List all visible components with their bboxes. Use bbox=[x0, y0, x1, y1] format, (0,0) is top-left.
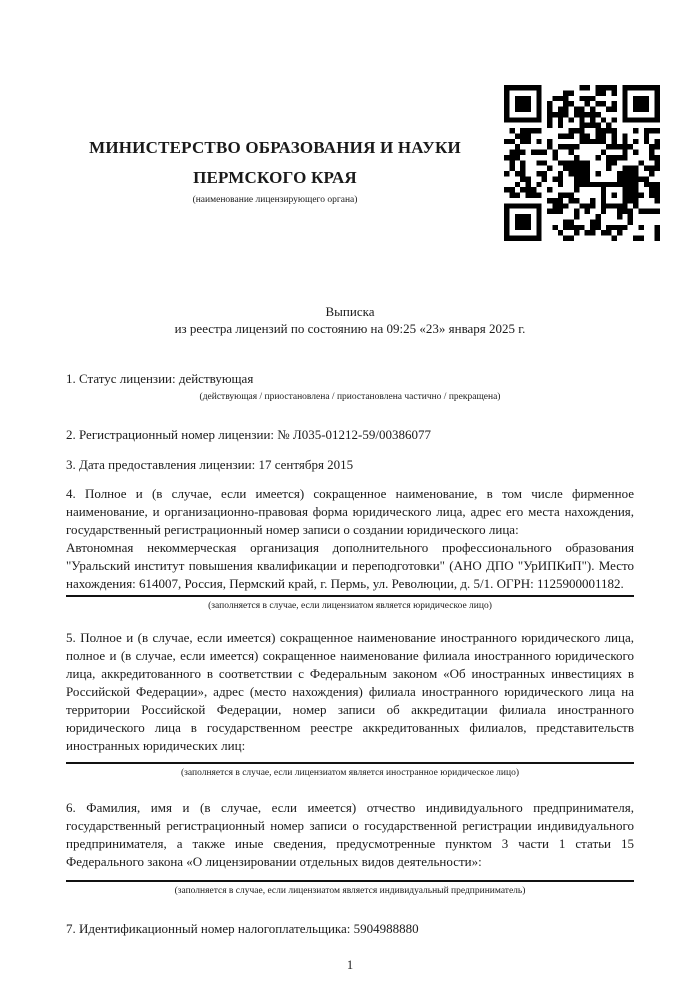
field-legal-entity-value: Автономная некоммерческая организация дополнительного профессионального образования "Уральский институт повышения квалификации и переподготовки" (АНО ДПО "УрИПКиП"). Место нахождения: 614007, Россия, Пермский край, г. Пермь, ул. Революции, д. 5/1. ОГРН: 1125900001182. bbox=[66, 540, 634, 591]
document-title bbox=[66, 303, 634, 337]
divider-foreign-entity bbox=[66, 762, 634, 764]
field-license-status: 1. Статус лицензии: действующая bbox=[66, 371, 254, 386]
qr-code-icon bbox=[504, 85, 660, 241]
divider-individual-entrepreneur bbox=[66, 880, 634, 882]
field-individual-entrepreneur-caption: (заполняется в случае, если лицензиатом является индивидуальный предприниматель) bbox=[174, 886, 526, 896]
field-foreign-entity-caption: (заполняется в случае, если лицензиатом является иностранное юридическое лицо) bbox=[181, 768, 519, 778]
document-body bbox=[0, 303, 700, 973]
field-foreign-entity-label: 5. Полное и (в случае, если имеется) сокращенное наименование иностранного юридического лица, полное и (в случае, если имеется) сокращенное наименование филиала иностранного юридического лица, аккредитованного в соответствии с Федеральным законом «Об иностранных инвестициях в Российской Федерации», адрес (место нахождения) филиала иностранного юридического лица на территории Российской Федерации, номер записи об аккредитации филиала иностранного юридического лица в государственном реестре аккредитованных филиалов, представительств иностранных юридических лиц: bbox=[66, 630, 634, 753]
field-individual-entrepreneur-label: 6. Фамилия, имя и (в случае, если имеется) отчество индивидуального предпринимателя, государственный регистрационный номер записи о государственной регистрации индивидуального предпринимателя, а также иные сведения, предусмотренные пунктом 3 части 1 статьи 15 Федерального закона «О лицензировании отдельных видов деятельности»: bbox=[66, 800, 634, 869]
licensing-authority-block bbox=[66, 133, 484, 206]
field-license-status-caption: (действующая / приостановлена / приостановлена частично / прекращена) bbox=[199, 392, 501, 402]
field-taxpayer-number: 7. Идентификационный номер налогоплательщика: 5904988880 bbox=[66, 921, 419, 936]
field-legal-entity-label: 4. Полное и (в случае, если имеется) сокращенное наименование, в том числе фирменное наименование, и организационно-правовая форма юридического лица, адрес его места нахождения, государственный регистрационный номер записи о создании юридического лица: bbox=[66, 486, 634, 537]
document-header bbox=[0, 0, 700, 241]
divider-legal-entity bbox=[66, 595, 634, 597]
page-number: 1 bbox=[346, 958, 354, 972]
field-registration-number: 2. Регистрационный номер лицензии: № Л035-01212-59/00386077 bbox=[66, 427, 432, 442]
ministry-name-line2: ПЕРМСКОГО КРАЯ bbox=[193, 168, 357, 187]
title-line1: Выписка bbox=[325, 304, 375, 319]
title-line2: из реестра лицензий по состоянию на 09:25 «23» января 2025 г. bbox=[174, 321, 526, 336]
field-legal-entity-caption: (заполняется в случае, если лицензиатом является юридическое лицо) bbox=[208, 601, 492, 611]
licensing-authority-caption: (наименование лицензирующего органа) bbox=[192, 195, 358, 205]
ministry-name-line1: МИНИСТЕРСТВО ОБРАЗОВАНИЯ И НАУКИ bbox=[89, 138, 461, 157]
field-grant-date: 3. Дата предоставления лицензии: 17 сентября 2015 bbox=[66, 457, 354, 472]
